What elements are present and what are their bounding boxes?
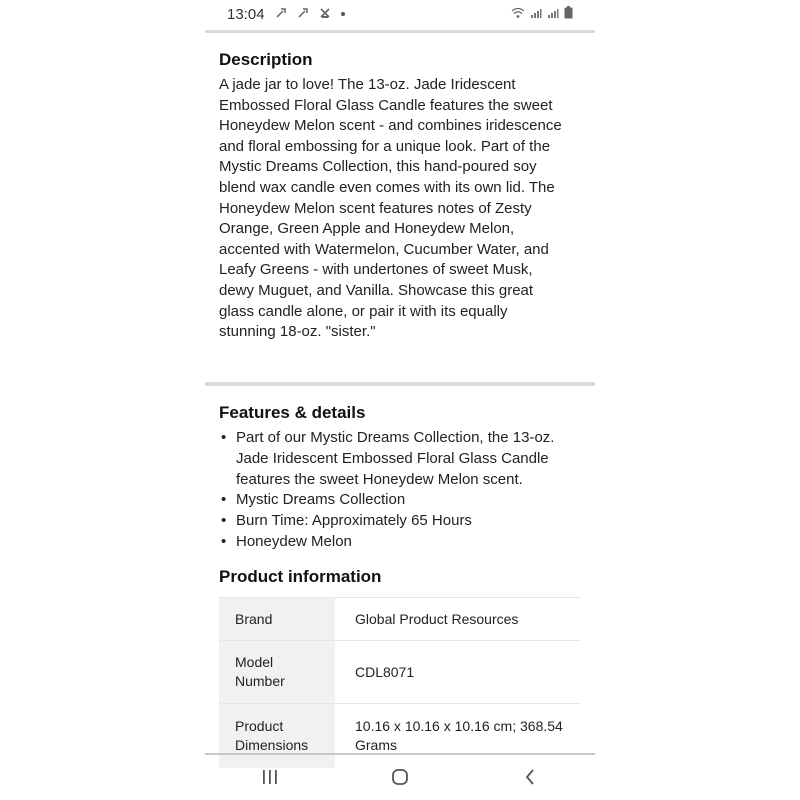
back-icon [523,768,537,786]
tool-icon [297,7,309,22]
value-text: Global Product Resources [355,610,519,627]
description-line: Honeydew Melon scent - and combines iridescence [219,117,562,135]
clock: 13:04 [227,5,265,23]
description-line: Mystic Dreams Collection, this hand-poured soy [219,158,537,176]
feature-line: Part of our Mystic Dreams Collection, the 13-oz. [236,429,555,446]
value-text: Grams [355,736,397,753]
feature-item [219,490,589,511]
description-line: Orange, Green Apple and Honeydew Melon, [219,220,515,238]
feature-line: features the sweet Honeydew Melon scent. [236,470,523,488]
description-line: accented with Watermelon, Cucumber Water, and [219,240,549,258]
notification-dot [341,12,345,16]
description-line: dewy Muguet, and Vanilla. Showcase this great [219,281,534,299]
product-info-table [219,597,581,768]
description-text [219,75,589,343]
feature-item [219,511,589,532]
signal-icon [547,6,559,23]
description-heading: Description [219,50,313,69]
home-icon [391,768,409,786]
value-text: CDL8071 [355,663,415,680]
table-key [219,641,335,704]
recent-apps-button[interactable] [250,762,290,792]
description-line: blend wax candle even comes with its own lid. The [219,178,555,196]
feature-line: Jade Iridescent Embossed Floral Glass Candle [236,449,549,467]
features-list [219,428,589,553]
description-line: Honeydew Melon scent features notes of Zesty [219,199,532,217]
key-text: Brand [235,610,273,627]
back-button[interactable] [510,762,550,792]
table-value [335,641,581,704]
table-key [219,598,335,641]
status-bar [205,0,595,28]
feature-line: Burn Time: Approximately 65 Hours [236,512,472,530]
feature-item [219,532,589,553]
wifi-icon [511,6,525,23]
battery-icon [564,6,573,23]
key-text: Dimensions [235,736,309,753]
app-icon [319,7,331,22]
features-heading: Features & details [219,403,366,422]
feature-item [219,428,589,490]
key-text: Model [235,654,274,670]
description-line: glass candle alone, or pair it with its equally [219,302,508,320]
product-info-heading: Product information [219,567,382,586]
description-line: stunning 18-oz. "sister." [219,323,376,341]
features-section [219,403,589,553]
table-value [335,598,581,641]
description-line: Embossed Floral Glass Candle features the sweet [219,96,553,114]
product-info-section [219,567,589,768]
key-text: Number [235,673,285,689]
feature-line: Mystic Dreams Collection [236,491,406,509]
home-button[interactable] [380,762,420,792]
navigation-bar [205,754,595,800]
description-section [219,50,589,343]
table-row [219,641,581,704]
description-line: and floral embossing for a unique look. Part of the [219,137,551,155]
tool-icon [275,7,287,22]
feature-line: Honeydew Melon [236,532,352,550]
recent-apps-icon [261,769,279,785]
description-line: Leafy Greens - with undertones of sweet Musk, [219,261,533,279]
key-text: Product [235,717,284,734]
table-row [219,598,581,641]
section-divider [205,382,595,386]
signal-icon [530,6,542,23]
description-line: A jade jar to love! The 13-oz. Jade Iridescent [219,76,516,93]
value-text: 10.16 x 10.16 x 10.16 cm; 368.54 [355,717,563,734]
divider [205,30,595,33]
